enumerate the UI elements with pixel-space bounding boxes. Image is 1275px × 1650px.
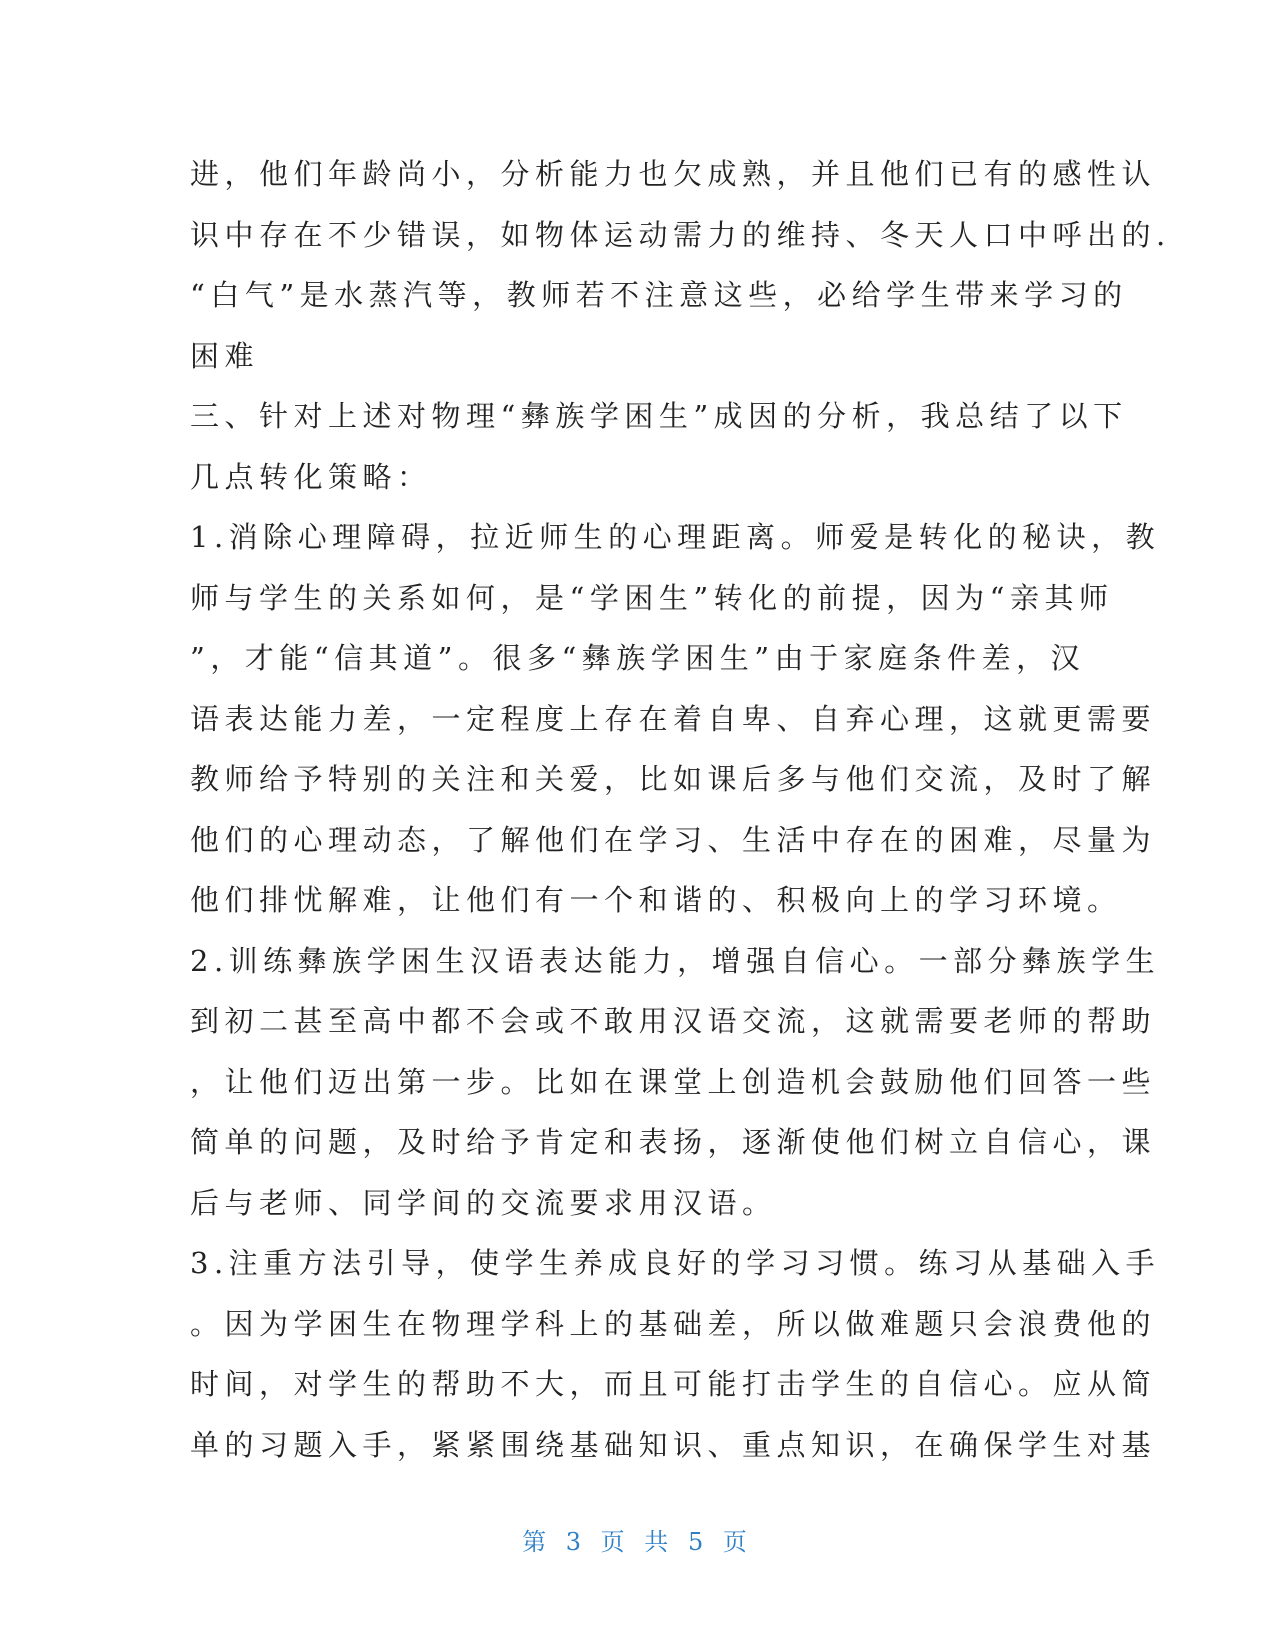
text-line: 语表达能力差，一定程度上存在着自卑、自弃心理，这就更需要 [190, 701, 1157, 736]
text-line: 2.训练彝族学困生汉语表达能力，增强自信心。一部分彝族学生 [190, 943, 1161, 978]
section-heading-line: 几点转化策略： [190, 459, 432, 494]
text-line: 教师给予特别的关注和关爱，比如课后多与他们交流，及时了解 [190, 762, 1157, 796]
text-line: 到初二甚至高中都不会或不敢用汉语交流，这就需要老师的帮助 [190, 1004, 1157, 1038]
text-line: 他们的心理动态，了解他们在学习、生活中存在的困难，尽量为 [190, 822, 1157, 857]
text-line: 简单的问题，及时给予肯定和表扬，逐渐使他们树立自信心，课 [190, 1125, 1157, 1159]
text-line: 后与老师、同学间的交流要求用汉语。 [190, 1185, 777, 1220]
text-line: “白气”是水蒸汽等，教师若不注意这些，必给学生带来学习的 [190, 278, 1128, 312]
page-number-footer: 第 3 页 共 5 页 [522, 1528, 753, 1556]
text-line: 师与学生的关系如何，是“学困生”转化的前提，因为“亲其师 [190, 580, 1114, 615]
text-line: 1.消除心理障碍，拉近师生的心理距离。师爱是转化的秘诀，教 [190, 520, 1161, 554]
text-line: ，让他们迈出第一步。比如在课堂上创造机会鼓励他们回答一些 [190, 1064, 1157, 1099]
text-line: ”，才能“信其道”。很多“彝族学困生”由于家庭条件差，汉 [190, 641, 1086, 675]
text-line: 进，他们年龄尚小，分析能力也欠成熟，并且他们已有的感性认 [190, 157, 1157, 191]
text-line: 识中存在不少错误，如物体运动需力的维持、冬天人口中呼出的. [190, 217, 1171, 252]
text-line: 困难 [190, 338, 260, 373]
section-heading-line: 三、针对上述对物理“彝族学困生”成因的分析，我总结了以下 [190, 399, 1128, 433]
text-line: 时间，对学生的帮助不大，而且可能打击学生的自信心。应从简 [190, 1367, 1157, 1401]
text-line: 他们排忧解难，让他们有一个和谐的、积极向上的学习环境。 [190, 883, 1122, 917]
text-line: 单的习题入手，紧紧围绕基础知识、重点知识，在确保学生对基 [190, 1427, 1157, 1462]
text-line: 。因为学困生在物理学科上的基础差，所以做难题只会浪费他的 [190, 1306, 1157, 1341]
document-body [190, 144, 1171, 1475]
text-line: 3.注重方法引导，使学生养成良好的学习习惯。练习从基础入手 [190, 1246, 1161, 1280]
